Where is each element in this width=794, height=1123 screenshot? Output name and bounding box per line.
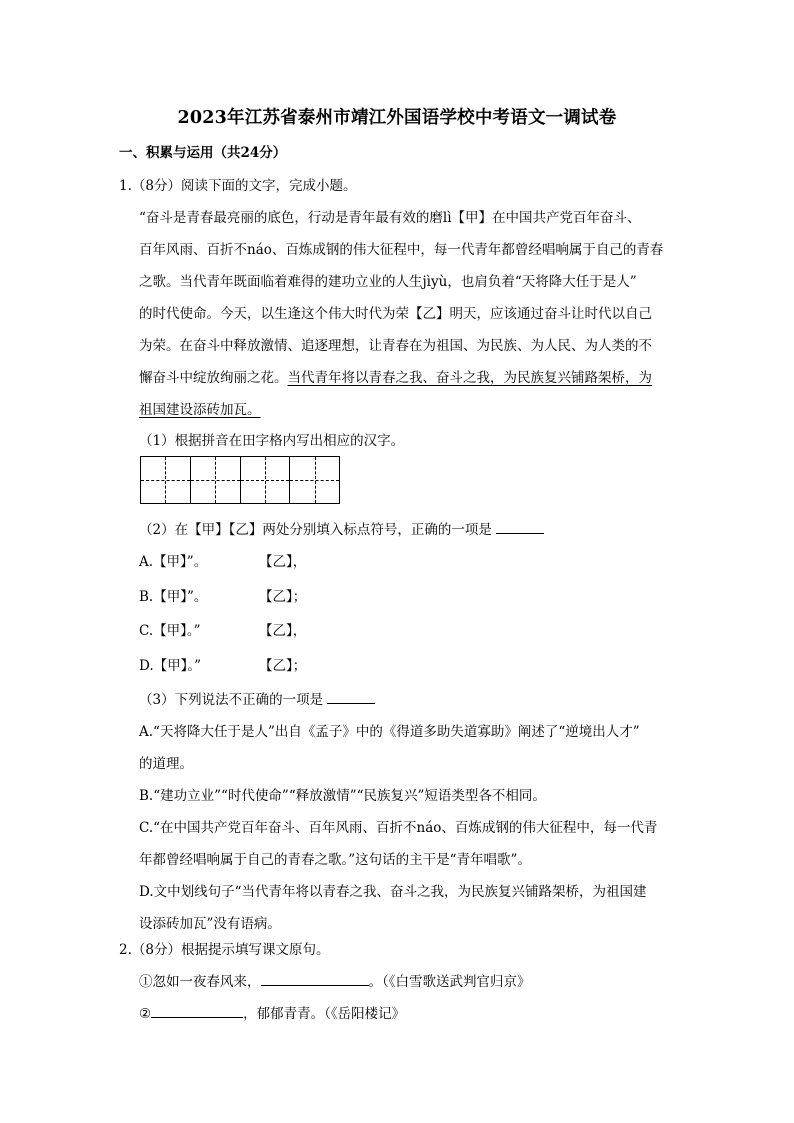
tianzige-cell[interactable] — [290, 457, 339, 503]
passage-line-1: “奋斗是青春最亮丽的底色，行动是青年最有效的磨lì【甲】在中国共产党百年奋斗、 — [139, 210, 641, 226]
sub-question-2-text: （2）在【甲】【乙】两处分别填入标点符号，正确的一项是 — [139, 522, 492, 538]
passage-line-3: 之歌。当代青年既面临着难得的建功立业的人生jìyù，也肩负着“天将降大任于是人” — [139, 274, 637, 290]
answer-blank[interactable] — [496, 521, 544, 534]
option-c-right: 【乙】， — [259, 623, 307, 639]
recite-item-1-suffix: 。（《白雪歌送武判官归京》 — [368, 974, 531, 990]
sub-question-3 — [139, 690, 375, 710]
question-2-stem: 2.（8分）根据提示填写课文原句。 — [119, 942, 330, 958]
tianzige-grid[interactable] — [140, 456, 340, 504]
option-b-right: 【乙】； — [259, 589, 307, 605]
passage-text: 懈奋斗中绽放绚丽之花。 — [139, 370, 288, 386]
recite-item-2-suffix: ，郁郁青青。（《岳阳楼记》 — [243, 1006, 406, 1022]
option-3a-line-1[interactable]: A.“天将降大任于是人”出自《孟子》中的《得道多助失道寡助》阐述了“逆境出人才” — [139, 724, 640, 740]
option-3c-line-2: 年都曾经唱响属于自己的青春之歌。”这句话的主干是“青年唱歌”。 — [139, 852, 531, 868]
passage-line-5: 为荣。在奋斗中释放激情、追逐理想，让青春在为祖国、为民族、为人民、为人类的不 — [139, 338, 652, 354]
option-d[interactable] — [139, 656, 439, 676]
option-3b[interactable]: B.“建功立业”“时代使命”“释放激情”“民族复兴”短语类型各不相同。 — [139, 788, 546, 804]
answer-blank[interactable] — [327, 691, 375, 704]
passage-line-2: 百年风雨、百折不náo、百炼成钢的伟大征程中，每一代青年都曾经唱响属于自己的青春 — [139, 242, 664, 258]
recite-item-2-prefix: ② — [139, 1006, 152, 1022]
page-title: 2023年江苏省泰州市靖江外国语学校中考语文一调试卷 — [177, 108, 617, 128]
tianzige-cell[interactable] — [191, 457, 241, 503]
option-a-left: A.【甲】”。 — [139, 554, 208, 570]
underlined-sentence-part-2: 祖国建设添砖加瓦。 — [139, 402, 261, 418]
sub-question-1: （1）根据拼音在田字格内写出相应的汉字。 — [139, 433, 405, 449]
option-c-left: C.【甲】。” — [139, 623, 201, 639]
option-3c-line-1[interactable]: C.“在中国共产党百年奋斗、百年风雨、百折不náo、百炼成钢的伟大征程中，每一代青 — [139, 820, 658, 836]
passage-line-6 — [139, 368, 652, 388]
answer-blank[interactable] — [261, 973, 369, 986]
answer-blank[interactable] — [151, 1005, 243, 1018]
option-a[interactable] — [139, 552, 439, 572]
option-b-left: B.【甲】”。 — [139, 589, 208, 605]
section-heading: 一、积累与运用（共24分） — [119, 145, 287, 161]
recite-item-2 — [139, 1004, 405, 1024]
sub-question-3-text: （3）下列说法不正确的一项是 — [139, 692, 324, 708]
question-1-stem: 1.（8分）阅读下面的文字，完成小题。 — [119, 178, 357, 194]
tianzige-cell[interactable] — [241, 457, 291, 503]
tianzige-cell[interactable] — [141, 457, 191, 503]
recite-item-1 — [139, 972, 531, 992]
option-c[interactable] — [139, 621, 439, 641]
option-3a-line-2: 的道理。 — [139, 756, 193, 772]
underlined-sentence-part-1: 当代青年将以青春之我、奋斗之我，为民族复兴铺路架桥，为 — [287, 370, 652, 386]
option-d-left: D.【甲】。” — [139, 658, 202, 674]
passage-line-4: 的时代使命。今天，以生逢这个伟大时代为荣【乙】明天，应该通过奋斗让时代以自己 — [139, 306, 652, 322]
option-3d-line-1[interactable]: D.文中划线句子“当代青年将以青春之我、奋斗之我，为民族复兴铺路架桥，为祖国建 — [139, 884, 647, 900]
option-3d-line-2: 设添砖加瓦”没有语病。 — [139, 916, 281, 932]
option-a-right: 【乙】， — [259, 554, 307, 570]
sub-question-2 — [139, 520, 544, 540]
option-b[interactable] — [139, 587, 439, 607]
recite-item-1-prefix: ①忽如一夜春风来， — [139, 974, 261, 990]
option-d-right: 【乙】； — [259, 658, 307, 674]
